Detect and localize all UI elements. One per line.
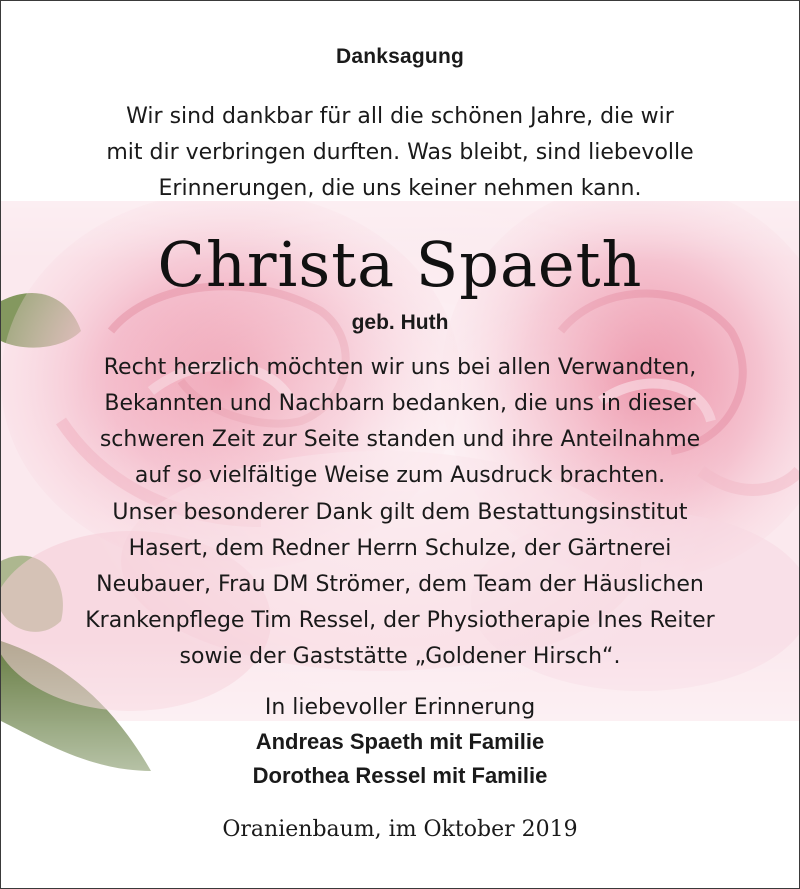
memorial-verse [1,99,799,207]
paragraph-line: auf so vielfältige Weise zum Ausdruck brachten. [134,463,666,488]
special-thanks-paragraph [1,495,799,675]
paragraph-line: Krankenpflege Tim Ressel, der Physiotherapie Ines Reiter [85,608,715,633]
verse-line: Wir sind dankbar für all die schönen Jahre, die wir [126,104,674,129]
thanks-paragraph [1,350,799,494]
verse-line: mit dir verbringen durften. Was bleibt, sind liebevolle [106,140,694,165]
paragraph-line: Hasert, dem Redner Herrn Schulze, der Gärtnerei [128,536,672,561]
paragraph-line: Recht herzlich möchten wir uns bei allen Verwandten, [103,355,697,380]
paragraph-line: Bekannten und Nachbarn bedanken, die uns in dieser [104,391,696,416]
deceased-name: Christa Spaeth [157,228,643,301]
paragraph-line: schweren Zeit zur Seite standen und ihre Anteilnahme [99,427,701,452]
notice-heading: Danksagung [335,45,465,68]
closing-block [1,691,799,793]
closing-intro: In liebevoller Erinnerung [264,695,536,720]
paragraph-line: sowie der Gaststätte „Goldener Hirsch“. [179,644,621,669]
signatory: Dorothea Ressel mit Familie [252,763,548,788]
place-date: Oranienbaum, im Oktober 2019 [222,817,578,842]
signatory: Andreas Spaeth mit Familie [255,729,545,754]
verse-line: Erinnerungen, die uns keiner nehmen kann. [158,176,642,201]
paragraph-line: Unser besonderer Dank gilt dem Bestattungsinstitut [112,500,688,525]
paragraph-line: Neubauer, Frau DM Strömer, dem Team der Häuslichen [96,572,704,597]
maiden-name: geb. Huth [351,311,449,334]
